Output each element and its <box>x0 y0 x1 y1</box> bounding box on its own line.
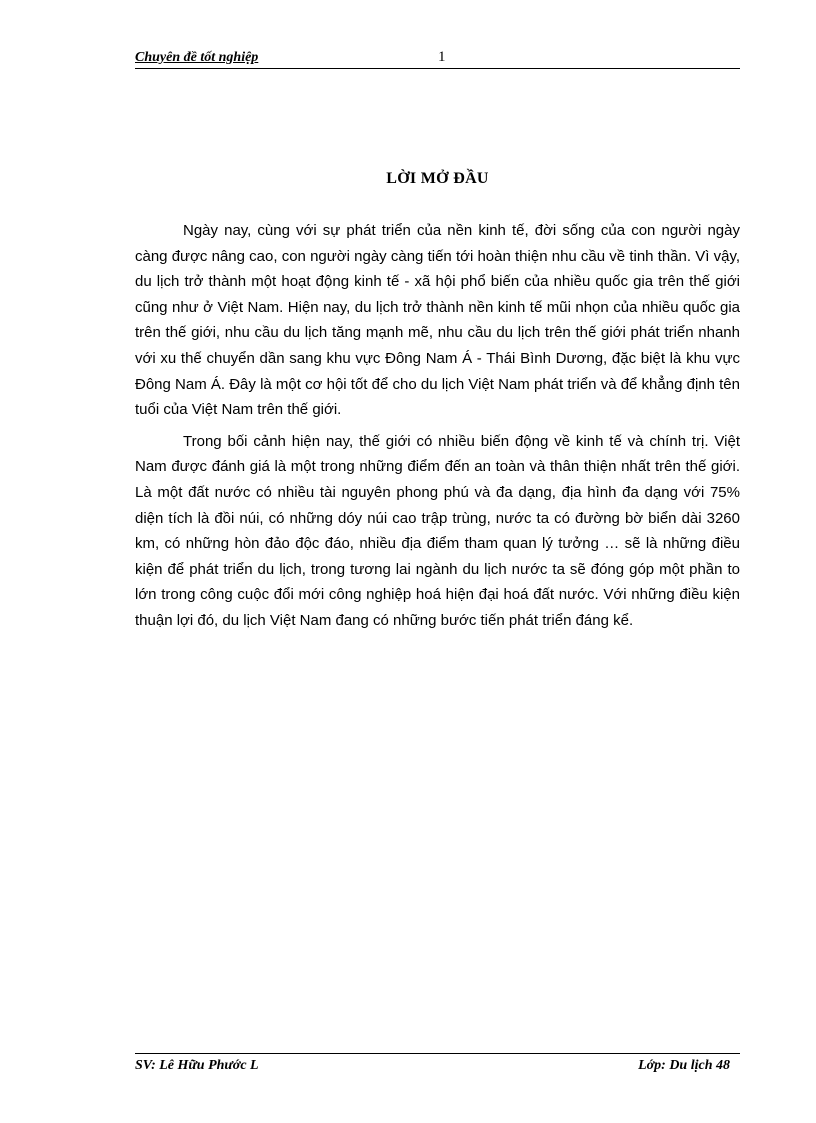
paragraph-2: Trong bối cảnh hiện nay, thế giới có nhiều biến động về kinh tế và chính trị. Việt Nam được đánh giá là một trong những điểm đến an toàn và thân thiện nhất trên thế giới. Là một đất nước có nhiều tài nguyên phong phú và đa dạng, địa hình đa dạng với 75% diện tích là đồi núi, có những dóy núi cao trập trùng, nước ta có đường bờ biển dài 3260 km, có những hòn đảo độc đáo, nhiều địa điểm tham quan lý tưởng … sẽ là những điều kiện để phát triển du lịch, trong tương lai ngành du lịch nước ta sẽ đóng góp một phần to lớn trong công cuộc đổi mới công nghiệp hoá hiện đại hoá đất nước. Với những điều kiện thuận lợi đó, du lịch Việt Nam đang có những bước tiến phát triển đáng kể. <box>135 432 740 629</box>
section-title: LỜI MỞ ĐẦU <box>386 170 489 187</box>
body-text <box>135 218 740 640</box>
footer-student: SV: Lê Hữu Phước L <box>135 1058 259 1073</box>
page-footer <box>135 1053 740 1078</box>
page-number: 1 <box>438 49 446 65</box>
header-title: Chuyên đề tốt nghiệp <box>135 50 259 65</box>
paragraph-1: Ngày nay, cùng với sự phát triển của nền kinh tế, đời sống của con người ngày càng được nâng cao, con người ngày càng tiến tới hoàn thiện nhu cầu về tinh thần. Vì vậy, du lịch trở thành một hoạt động kinh tế - xã hội phổ biến của nhiều quốc gia trên thế giới cũng như ở Việt Nam. Hiện nay, du lịch trở thành nền kinh tế mũi nhọn của nhiều quốc gia trên thế giới, nhu cầu du lịch tăng mạnh mẽ, nhu cầu du lịch trên thế giới phát triển nhanh với xu thế chuyển dần sang khu vực Đông Nam Á - Thái Bình Dương, đặc biệt là khu vực Đông Nam Á. Đây là một cơ hội tốt để cho du lịch Việt Nam phát triển và để khẳng định tên tuổi của Việt Nam trên thế giới. <box>135 222 740 419</box>
footer-class: Lớp: Du lịch 48 <box>638 1058 730 1073</box>
page-header <box>135 48 740 69</box>
